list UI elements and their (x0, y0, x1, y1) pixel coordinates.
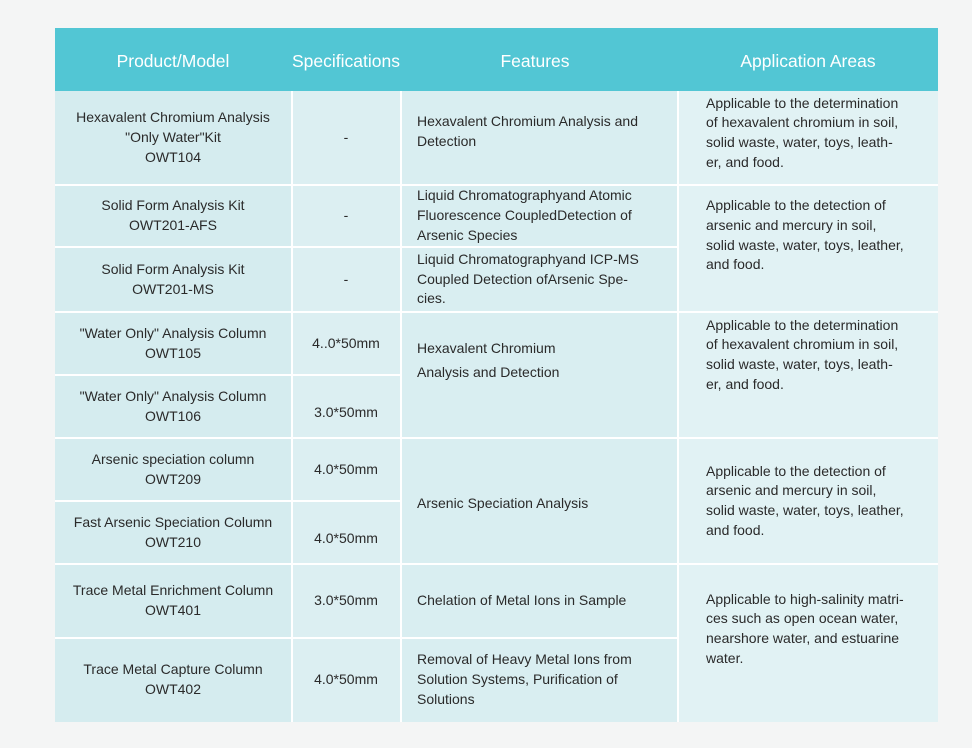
features-cell (401, 438, 678, 564)
product-model: OWT106 (144, 407, 201, 424)
product-cell (55, 438, 291, 501)
row-divider (55, 637, 678, 639)
product-name-line: Solid Form Analysis Kit (101, 260, 245, 277)
header-specifications: Specifications (292, 51, 400, 71)
spec-value: 3.0*50mm (314, 592, 378, 609)
product-model: OWT401 (144, 602, 201, 618)
product-name-line: Arsenic speciation column (91, 450, 255, 467)
application-line: Applicable to the determination (706, 316, 899, 333)
features-line: Chelation of Metal Ions in Sample (417, 592, 627, 609)
table-header (55, 28, 938, 91)
spec-cell (291, 375, 401, 438)
features-line: Fluorescence CoupledDetection of (417, 207, 632, 224)
spec-cell (291, 638, 401, 722)
features-cell (401, 91, 678, 185)
application-line: nearshore water, and estuarine (706, 630, 900, 646)
spec-value: 4.0*50mm (314, 671, 378, 688)
application-line: er, and food. (706, 375, 784, 392)
row-divider (55, 246, 678, 248)
spec-cell (291, 312, 401, 375)
row-divider (55, 563, 938, 565)
features-line: cies. (417, 290, 446, 307)
application-cell (678, 185, 938, 312)
spec-value: - (343, 270, 349, 287)
application-line: Applicable to the detection of (706, 462, 886, 479)
product-cell (55, 501, 291, 564)
spec-cell (291, 564, 401, 638)
application-cell (678, 564, 938, 722)
features-line: Removal of Heavy Metal Ions from (417, 651, 632, 668)
application-line: and food. (706, 256, 765, 273)
spec-cell (291, 91, 401, 185)
product-name-line: Fast Arsenic Speciation Column (73, 513, 273, 530)
spec-cell (291, 438, 401, 501)
product-name-line: Trace Metal Capture Column (83, 661, 263, 678)
spec-cell (291, 247, 401, 312)
application-line: Applicable to high-salinity matri- (706, 590, 904, 607)
product-cell (55, 91, 291, 185)
product-cell (55, 564, 291, 638)
features-line: Hexavalent Chromium (417, 340, 556, 356)
application-line: solid waste, water, toys, leather, (706, 502, 904, 518)
product-name-line: Hexavalent Chromium Analysis (76, 109, 270, 126)
product-model: OWT201-MS (132, 280, 214, 297)
application-line: arsenic and mercury in soil, (706, 216, 877, 233)
application-line: Applicable to the detection of (706, 197, 886, 214)
features-cell (401, 638, 678, 722)
row-divider (55, 374, 401, 376)
spec-value: 4.0*50mm (314, 460, 378, 477)
product-model: OWT201-AFS (129, 217, 217, 233)
features-cell (401, 247, 678, 312)
features-line: Coupled Detection ofArsenic Spe- (417, 270, 628, 287)
product-name-line: "Water Only" Analysis Column (79, 324, 267, 341)
features-line: Liquid Chromatographyand Atomic (417, 187, 632, 204)
product-model: OWT105 (144, 344, 201, 361)
spec-value: 3.0*50mm (314, 403, 378, 420)
features-line: Analysis and Detection (417, 364, 560, 380)
spec-cell (291, 501, 401, 564)
application-line: solid waste, water, toys, leather, (706, 236, 904, 253)
features-line: Detection (417, 133, 477, 149)
header-application-areas: Application Areas (740, 51, 876, 71)
spec-cell (291, 185, 401, 247)
features-cell (401, 312, 678, 438)
row-divider (55, 500, 401, 502)
product-cell (55, 638, 291, 722)
product-name-line: Trace Metal Enrichment Column (72, 582, 274, 599)
application-line: Applicable to the determination (706, 94, 899, 111)
application-line: water. (706, 649, 744, 666)
features-cell (401, 185, 678, 247)
product-model: OWT402 (144, 681, 201, 697)
spec-value: 4.0*50mm (314, 529, 378, 546)
product-name-line: "Water Only" Analysis Column (79, 387, 267, 404)
features-line: Hexavalent Chromium Analysis and (417, 113, 638, 130)
spec-value: - (343, 207, 349, 224)
application-cell (678, 438, 938, 564)
product-cell (55, 247, 291, 312)
header-product-model: Product/Model (116, 51, 230, 71)
product-name-line: Solid Form Analysis Kit (101, 197, 245, 214)
application-line: ces such as open ocean water, (706, 610, 899, 627)
application-line: arsenic and mercury in soil, (706, 482, 877, 499)
application-line: and food. (706, 521, 765, 538)
product-name-line: "Only Water"Kit (125, 129, 221, 146)
features-cell (401, 564, 678, 638)
product-model: OWT209 (144, 470, 201, 487)
features-line: Liquid Chromatographyand ICP-MS (417, 250, 639, 267)
product-model: OWT104 (144, 148, 201, 165)
application-line: of hexavalent chromium in soil, (706, 336, 899, 353)
application-line: er, and food. (706, 153, 784, 170)
product-table (55, 28, 938, 722)
application-cell (678, 91, 938, 185)
spec-value: 4..0*50mm (312, 334, 380, 351)
product-model: OWT210 (144, 533, 201, 550)
product-cell (55, 185, 291, 247)
features-line: Solution Systems, Purification of (417, 671, 618, 688)
row-divider (55, 184, 938, 186)
header-features: Features (500, 51, 570, 71)
features-line: Solutions (417, 690, 475, 707)
application-line: of hexavalent chromium in soil, (706, 114, 899, 131)
application-cell (678, 312, 938, 438)
application-line: solid waste, water, toys, leath- (706, 134, 893, 150)
features-line: Arsenic Speciation Analysis (417, 495, 589, 512)
row-divider (55, 311, 938, 313)
application-line: solid waste, water, toys, leath- (706, 356, 893, 372)
features-line: Arsenic Species (417, 226, 518, 243)
row-divider (55, 437, 938, 439)
product-cell (55, 375, 291, 438)
product-cell (55, 312, 291, 375)
spec-value: - (343, 129, 349, 146)
